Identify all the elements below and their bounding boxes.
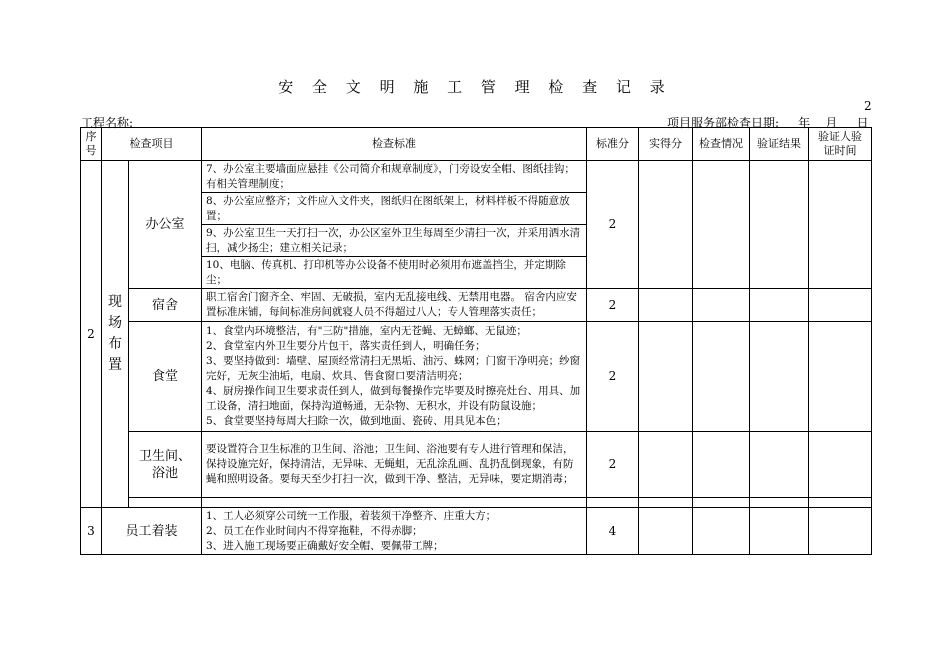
std-score-cell: 2 [587,289,639,322]
table-row [81,432,872,498]
status-cell[interactable] [693,161,750,289]
criteria-line: 5、食堂要坚持每周大扫除一次，做到地面、瓷砖、用具见本色； [206,415,507,427]
verify-result-cell[interactable] [750,322,809,432]
empty-cell [202,498,587,508]
header-row [81,128,872,161]
criteria-line: 4、厨房操作间卫生要求责任到人，做到每餐操作完毕要及时擦亮灶台、用具、加工设备，清扫地面，保持沟道畅通，无杂物、无积水，并设有防鼠设施； [206,385,581,412]
header-status: 检查情况 [693,128,750,161]
empty-cell [129,498,202,508]
criteria-line: 2、食堂室内外卫生要分片包干，落实责任到人，明确任务； [206,340,486,352]
empty-cell [587,498,639,508]
status-cell[interactable] [693,508,750,555]
table-row [81,161,872,193]
header-standard: 检查标准 [202,128,587,161]
check-date-label: 项目服务部检查日期: 年 月 日 [667,116,869,130]
empty-cell [693,498,750,508]
criteria-cell: 要设置符合卫生标准的卫生间、浴池；卫生间、浴池要有专人进行管理和保洁，保持设施完好，保持清洁，无异味、无蝇蛆，无乱涂乱画、乱扔乱倒现象，有防蝇和照明设备。要每天至少打扫一次，做到干净、整洁，无异味，要定期消毒； [202,432,587,498]
criteria-line: 3、进入施工现场要正确戴好安全帽、要佩带工牌； [206,539,444,552]
header-verifier-time: 验证人验证时间 [809,128,872,161]
verify-result-cell[interactable] [750,161,809,289]
actual-score-cell[interactable] [639,432,693,498]
criteria-cell: 7、办公室主要墙面应悬挂《公司简介和规章制度》，门旁设安全帽、图纸挂钩；有相关管理制度； [202,161,587,193]
header-seq: 序号 [81,128,102,161]
empty-cell [750,498,809,508]
std-score-cell: 2 [587,322,639,432]
table-row [81,508,872,555]
verifier-time-cell[interactable] [809,322,872,432]
subitem-canteen: 食堂 [129,322,202,432]
document-title: 安 全 文 明 施 工 管 理 检 查 记 录 [278,78,672,96]
verifier-time-cell[interactable] [809,161,872,289]
header-verify-result: 验证结果 [750,128,809,161]
header-item: 检查项目 [102,128,202,161]
criteria-cell [202,508,587,555]
category-cell [102,161,129,508]
page-number: 2 [864,99,872,113]
criteria-line: 3、要坚持做到：墙壁、屋顶经常清扫无黑垢、油污、蛛网；门窗干净明亮；纱窗完好，无灰尘油垢，电扇、炊具、售食窗口要清洁明亮； [206,355,581,382]
empty-cell [639,498,693,508]
header-actual-score: 实得分 [639,128,693,161]
table-row [81,289,872,322]
table-row [81,498,872,508]
std-score-cell: 2 [587,161,639,289]
status-cell[interactable] [693,432,750,498]
actual-score-cell[interactable] [639,289,693,322]
criteria-cell: 9、办公室卫生一天打扫一次，办公区室外卫生每周至少清扫一次，并采用洒水清扫，减少扬尘；建立相关记录； [202,225,587,257]
verifier-time-cell[interactable] [809,289,872,322]
criteria-line: 1、工人必须穿公司统一工作服，着装须干净整齐、庄重大方； [206,509,497,522]
inspection-table [80,127,872,555]
verify-result-cell[interactable] [750,432,809,498]
subitem-attire: 员工着装 [102,508,202,555]
criteria-line: 2、员工在作业时间内不得穿拖鞋，不得赤脚； [206,524,423,537]
verifier-time-cell[interactable] [809,508,872,555]
verifier-time-cell[interactable] [809,432,872,498]
actual-score-cell[interactable] [639,322,693,432]
actual-score-cell[interactable] [639,161,693,289]
criteria-line: 1、食堂内环境整洁，有"三防"措施，室内无苍蝇、无蟑螂、无鼠迹； [206,325,527,337]
criteria-cell: 职工宿舍门窗齐全、牢固、无破损，室内无乱接电线、无禁用电器。 宿舍内应安置标准床铺，每间标准房间就寝人员不得超过八人；专人管理落实责任； [202,289,587,322]
actual-score-cell[interactable] [639,508,693,555]
table-row [81,322,872,432]
status-cell[interactable] [693,322,750,432]
empty-cell [809,498,872,508]
criteria-cell: 10、电脑、传真机、打印机等办公设备不使用时必须用布遮盖挡尘，并定期除尘； [202,257,587,289]
criteria-cell [202,322,587,432]
criteria-cell: 8、办公室应整齐；文件应入文件夹，图纸归在图纸架上，材料样板不得随意放置； [202,193,587,225]
verify-result-cell[interactable] [750,508,809,555]
seq-cell: 2 [81,161,102,508]
category-label: 现 场 布 置 [108,294,122,373]
status-cell[interactable] [693,289,750,322]
header-std-score: 标准分 [587,128,639,161]
subitem-office: 办公室 [129,161,202,289]
subitem-dorm: 宿舍 [129,289,202,322]
verify-result-cell[interactable] [750,289,809,322]
project-name-label: 工程名称: [81,116,134,130]
std-score-cell: 4 [587,508,639,555]
std-score-cell: 2 [587,432,639,498]
seq-cell: 3 [81,508,102,555]
subitem-washroom: 卫生间、浴池 [129,432,202,498]
